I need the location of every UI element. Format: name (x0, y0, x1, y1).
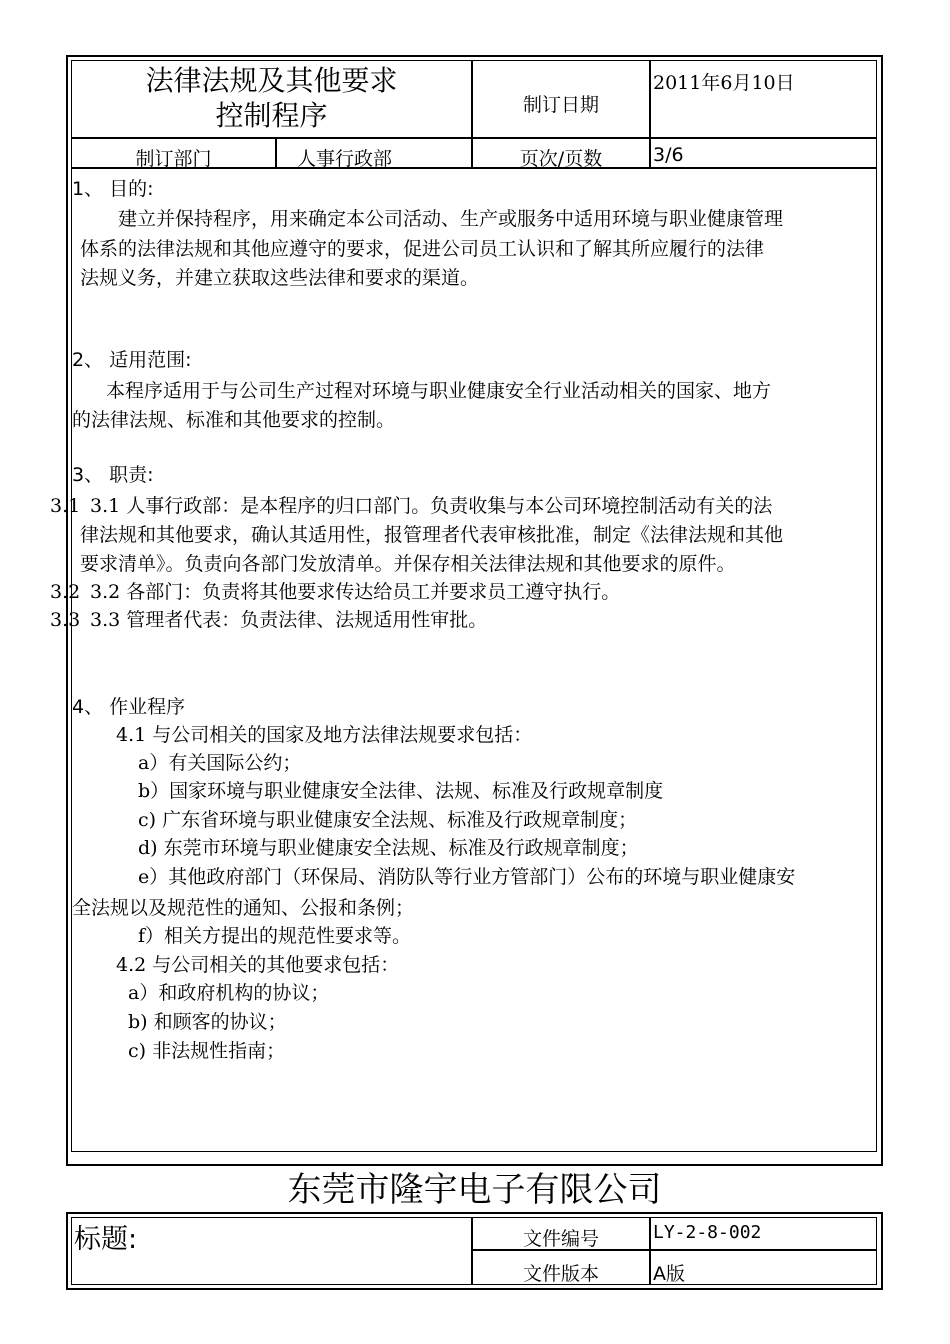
section4-sub2-title: 4.2 与公司相关的其他要求包括： (116, 954, 400, 976)
footer-border-left (66, 1212, 68, 1290)
dept-label: 制订部门 (135, 148, 212, 170)
section4-sub1-item-f: f）相关方提出的规范性要求等。 (138, 925, 412, 947)
footer-border-right-inner (876, 1217, 877, 1285)
header-col-divider-2 (649, 60, 651, 169)
inner-border-top (71, 60, 877, 61)
section4-sub1-item-a: a）有关国际公约； (138, 752, 302, 774)
section3-item1-num: 3.1 (50, 495, 81, 517)
section3-item3-line-1: 3.3 管理者代表：负责法律、法规适用性审批。 (90, 609, 488, 631)
footer-border-right (881, 1212, 883, 1290)
header-row-divider (71, 137, 877, 139)
doc-no-value: LY-2-8-002 (653, 1222, 762, 1243)
outer-border-left-inner (71, 60, 72, 1151)
document-title (72, 63, 471, 133)
company-name: 东莞市隆宇电子有限公司 (287, 1170, 662, 1210)
doc-no-label: 文件编号 (522, 1228, 599, 1250)
revision-date-value: 2011年6月10日 (653, 72, 795, 94)
section3-item1-line-2: 律法规和其他要求，确认其适用性，报管理者代表审核批准，制定《法律法规和其他 (80, 524, 784, 546)
section2-line-1: 本程序适用于与公司生产过程对环境与职业健康安全行业活动相关的国家、地方 (106, 380, 772, 402)
section4-sub1-item-e-cont: 全法规以及规范性的通知、公报和条例； (72, 897, 415, 919)
footer-border-bottom (66, 1288, 883, 1290)
revision-date-label: 制订日期 (522, 94, 599, 116)
section1-heading: 1、 目的: (72, 178, 154, 200)
outer-border-right-inner (876, 60, 877, 1151)
section4-heading: 4、 作业程序 (72, 696, 186, 718)
outer-border-right (881, 55, 883, 1166)
section4-sub1-item-b: b）国家环境与职业健康安全法律、法规、标准及行政规章制度 (138, 780, 664, 802)
section3-item1-line-3: 要求清单》。负责向各部门发放清单。并保存相关法律法规和其他要求的原件。 (80, 553, 736, 575)
section1-line-2: 体系的法律法规和其他应遵守的要求，促进公司员工认识和了解其所应履行的法律 (80, 238, 765, 260)
footer-border-top (66, 1212, 883, 1214)
document-title-line2: 控制程序 (215, 99, 328, 132)
header-col-divider-3 (275, 138, 277, 169)
section4-sub1-item-d: d) 东莞市环境与职业健康安全法规、标准及行政规章制度； (138, 837, 639, 859)
section3-item2-line-1: 3.2 各部门：负责将其他要求传达给员工并要求员工遵守执行。 (90, 581, 621, 603)
dept-value: 人事行政部 (297, 148, 393, 170)
footer-border-top-inner (71, 1217, 877, 1218)
footer-title-label: 标题: (74, 1224, 138, 1255)
outer-border-top (66, 55, 883, 57)
section2-line-2: 的法律法规、标准和其他要求的控制。 (72, 409, 396, 431)
section4-sub1-item-c: c) 广东省环境与职业健康安全法规、标准及行政规章制度； (138, 809, 638, 831)
section2-heading: 2、 适用范围: (72, 349, 192, 371)
section4-sub2-item-c: c) 非法规性指南； (128, 1040, 286, 1062)
section4-sub1-title: 4.1 与公司相关的国家及地方法律法规要求包括： (116, 724, 533, 746)
version-value: A版 (653, 1263, 685, 1285)
page-value: 3/6 (653, 144, 684, 166)
section3-heading: 3、 职责: (72, 464, 154, 486)
section4-sub2-item-a: a）和政府机构的协议； (128, 982, 330, 1004)
footer-border-left-inner (71, 1217, 72, 1285)
section4-sub2-item-b: b) 和顾客的协议； (128, 1011, 287, 1033)
section4-sub1-item-e: e）其他政府部门（环保局、消防队等行业方管部门）公布的环境与职业健康安 (138, 866, 796, 888)
section3-item1-line-1: 3.1 人事行政部：是本程序的归口部门。负责收集与本公司环境控制活动有关的法 (90, 495, 773, 517)
document-title-line1: 法律法规及其他要求 (145, 64, 398, 97)
section3-item2-num: 3.2 (50, 581, 81, 603)
version-label: 文件版本 (522, 1263, 599, 1285)
section1-line-3: 法规义务，并建立获取这些法律和要求的渠道。 (80, 267, 480, 289)
outer-border-bottom (66, 1164, 883, 1166)
section3-item3-num: 3.3 (50, 609, 81, 631)
outer-border-bottom-inner (71, 1151, 877, 1152)
page-label: 页次/页数 (519, 148, 603, 170)
footer-col-divider-2 (649, 1217, 651, 1285)
section1-line-1: 建立并保持程序，用来确定本公司活动、生产或服务中适用环境与职业健康管理 (118, 208, 784, 230)
